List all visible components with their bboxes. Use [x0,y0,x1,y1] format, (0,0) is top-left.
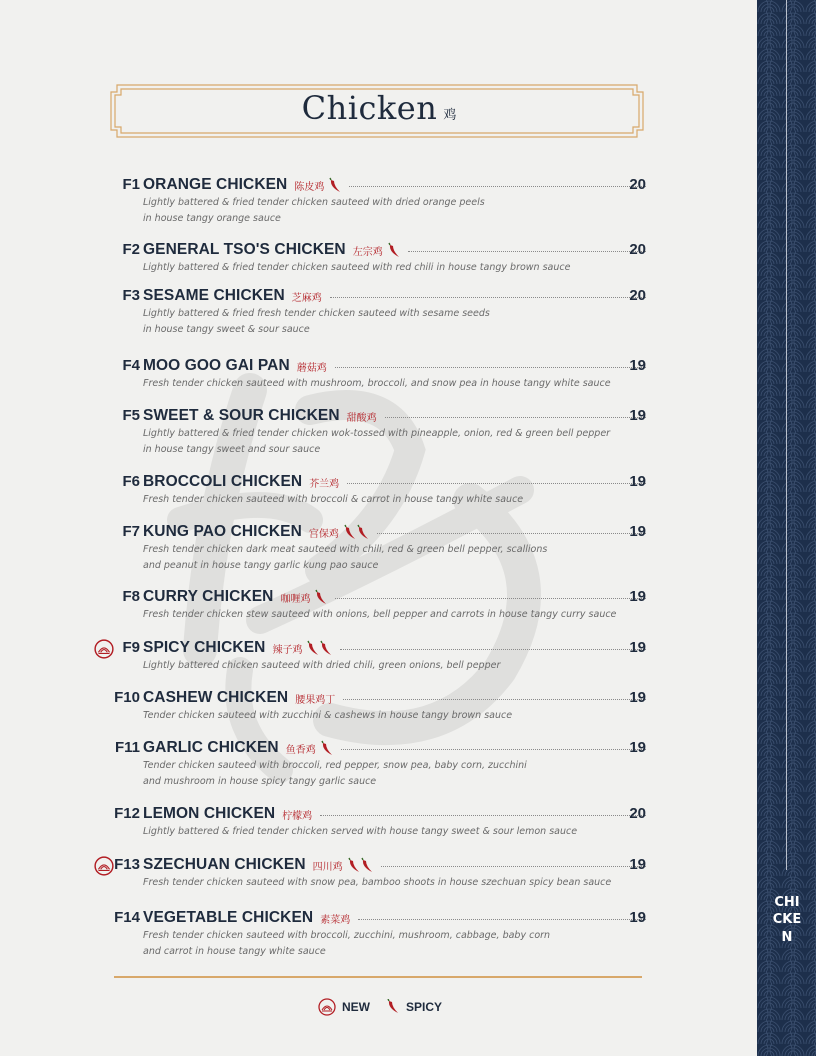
item-price: 19 [629,639,646,656]
item-price: 20 [629,287,646,304]
menu-item-header [0,287,760,307]
spicy-indicator [347,857,373,873]
item-name-row [143,689,650,707]
page-title [0,89,758,127]
item-price: 20 [629,176,646,193]
item-name: SESAME CHICKEN [143,287,285,304]
item-chinese-name: 腰果鸡丁 [295,694,336,706]
item-code: F11 [114,739,140,756]
spicy-indicator [306,640,332,656]
item-chinese-name: 柠檬鸡 [282,810,313,822]
chili-icon [360,857,373,873]
new-icon [94,639,114,659]
item-description: Fresh tender chicken dark meat sauteed with chili, red & green bell pepper, scallions and peanut in house tangy garlic kung pao sauce [143,544,548,571]
item-chinese-name: 芝麻鸡 [291,292,322,304]
chili-icon [314,589,327,605]
menu-item-header [0,176,760,196]
dot-leader [320,805,646,816]
dot-leader [347,473,646,484]
dot-leader [343,689,646,700]
item-description: Fresh tender chicken sauteed with snow pea, bamboo shoots in house szechuan spicy bean sauce [143,877,612,888]
new-icon [94,856,114,876]
item-name: SPICY CHICKEN [143,639,266,656]
item-description: Lightly battered & fried tender chicken sauteed with red chili in house tangy brown sauce [143,262,571,273]
item-code: F8 [122,588,140,605]
item-chinese-name: 蘑菇鸡 [296,362,327,374]
item-code: F7 [122,523,140,540]
item-chinese-name: 左宗鸡 [352,246,383,258]
menu-item-header [0,909,760,929]
item-name: KUNG PAO CHICKEN [143,523,302,540]
item-description: Fresh tender chicken sauteed with broccoli, zucchini, mushroom, cabbage, baby corn and carrot in house tangy white sauce [143,930,551,957]
chili-icon [343,524,356,540]
item-price: 20 [629,241,646,258]
item-name-row [143,739,650,757]
item-name-row [143,639,650,657]
dot-leader [408,241,646,252]
legend-new-label: NEW [342,1000,370,1014]
dot-leader [377,523,646,534]
item-description: Fresh tender chicken stew sauteed with onions, bell pepper and carrots in house tangy curry sauce [143,609,617,620]
dot-leader [330,287,646,298]
legend-spicy-label: SPICY [406,1000,443,1014]
dot-leader [335,588,646,599]
item-price: 19 [629,909,646,926]
menu-item-header [0,407,760,427]
item-code: F9 [122,639,140,656]
item-name-row [143,805,650,823]
item-chinese-name: 四川鸡 [312,861,343,873]
legend [318,998,458,1016]
sidebar-label: CHICKEN [772,895,802,945]
item-name: VEGETABLE CHICKEN [143,909,314,926]
item-chinese-name: 甜酸鸡 [346,412,377,424]
item-name: SWEET & SOUR CHICKEN [143,407,340,424]
item-name: CURRY CHICKEN [143,588,274,605]
item-description: Lightly battered & fried tender chicken served with house tangy sweet & sour lemon sauce [143,826,578,837]
item-chinese-name: 咖喱鸡 [280,593,311,605]
item-name-row [143,357,650,375]
item-code: F6 [122,473,140,490]
item-name: GARLIC CHICKEN [143,739,279,756]
item-description: Fresh tender chicken sauteed with broccoli & carrot in house tangy white sauce [143,494,524,505]
menu-item-header [0,856,760,876]
dot-leader [335,357,646,368]
item-name-row [143,588,650,606]
sidebar-line-top [786,0,787,870]
item-description: Fresh tender chicken sauteed with mushroom, broccoli, and snow pea in house tangy white sauce [143,378,611,389]
item-price: 19 [629,588,646,605]
item-chinese-name: 鱼香鸡 [285,744,316,756]
item-chinese-name: 芥兰鸡 [309,478,340,490]
item-name: LEMON CHICKEN [143,805,276,822]
menu-item-header [0,241,760,261]
dot-leader [381,856,646,867]
item-code: F1 [122,176,140,193]
menu-item-header [0,523,760,543]
item-chinese-name: 陈皮鸡 [294,181,325,193]
item-code: F2 [122,241,140,258]
item-name-row [143,523,650,541]
item-description: Tender chicken sauteed with zucchini & cashews in house tangy brown sauce [143,710,513,721]
item-chinese-name: 素菜鸡 [320,914,351,926]
item-code: F13 [114,856,140,873]
menu-item-header [0,639,760,659]
item-description: Lightly battered & fried fresh tender chicken sauteed with sesame seeds in house tangy sweet & sour sauce [143,308,490,335]
chili-icon [319,640,332,656]
dot-leader [358,909,646,920]
spicy-indicator [328,177,341,193]
item-name-row [143,241,650,259]
item-code: F12 [114,805,140,822]
menu-item-header [0,739,760,759]
new-icon [318,998,336,1016]
dot-leader [340,639,646,650]
item-name: MOO GOO GAI PAN [143,357,290,374]
menu-item-header [0,805,760,825]
item-name: GENERAL TSO'S CHICKEN [143,241,346,258]
item-price: 19 [629,357,646,374]
item-code: F10 [114,689,140,706]
title-english: Chicken [301,89,438,127]
menu-item-header [0,588,760,608]
dot-leader [349,176,646,187]
item-code: F14 [114,909,140,926]
item-chinese-name: 辣子鸡 [272,644,303,656]
item-price: 19 [629,523,646,540]
dot-leader [341,739,646,750]
chili-icon [320,740,333,756]
item-name-row [143,407,650,425]
chili-icon [347,857,360,873]
item-price: 19 [629,407,646,424]
spicy-indicator [314,589,327,605]
title-chinese: 鸡 [443,108,457,123]
chili-icon [387,242,400,258]
menu-item-header [0,689,760,709]
chili-icon [356,524,369,540]
item-name: SZECHUAN CHICKEN [143,856,306,873]
item-name-row [143,287,650,305]
item-code: F5 [122,407,140,424]
item-code: F3 [122,287,140,304]
item-price: 19 [629,689,646,706]
item-description: Lightly battered & fried tender chicken sauteed with dried orange peels in house tangy orange sauce [143,197,485,224]
item-price: 20 [629,805,646,822]
item-name-row [143,176,650,194]
footer-divider [114,976,642,978]
item-name: CASHEW CHICKEN [143,689,289,706]
spicy-indicator [320,740,333,756]
item-price: 19 [629,739,646,756]
chili-icon [306,640,319,656]
chili-icon [386,999,400,1015]
item-price: 19 [629,856,646,873]
item-price: 19 [629,473,646,490]
dot-leader [385,407,646,418]
item-chinese-name: 宫保鸡 [308,528,339,540]
item-description: Tender chicken sauteed with broccoli, red pepper, snow pea, baby corn, zucchini and mushroom in house spicy tangy garlic sauce [143,760,527,787]
item-name-row [143,909,650,927]
item-code: F4 [122,357,140,374]
spicy-indicator [387,242,400,258]
item-name-row [143,473,650,491]
item-name: BROCCOLI CHICKEN [143,473,303,490]
sidebar-pattern [757,0,816,1056]
menu-item-header [0,473,760,493]
spicy-indicator [343,524,369,540]
item-name-row [143,856,650,874]
menu-item-header [0,357,760,377]
item-description: Lightly battered chicken sauteed with dried chili, green onions, bell pepper [143,660,501,671]
chili-icon [328,177,341,193]
item-name: ORANGE CHICKEN [143,176,288,193]
item-description: Lightly battered & fried tender chicken wok-tossed with pineapple, onion, red & green bell pepper in house tangy sweet and sour sauce [143,428,611,455]
